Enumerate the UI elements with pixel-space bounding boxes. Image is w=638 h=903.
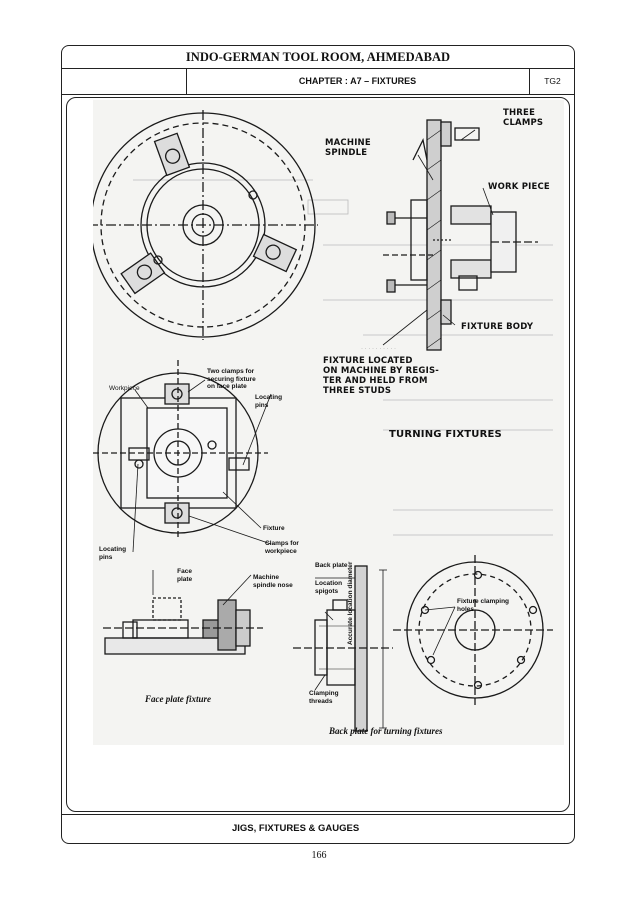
three-clamps-label: THREE CLAMPS <box>503 108 544 128</box>
locating-pins-left-label: Locating pins <box>99 546 127 561</box>
accurate-location-diameter-label: Accurate location diameter <box>347 561 354 645</box>
two-clamps-label: Two clamps for securing fixture on face plate <box>207 368 256 390</box>
back-plate-caption: Back plate for turning fixtures <box>329 726 443 736</box>
header-blank-cell <box>62 68 187 94</box>
work-piece-label: WORK PIECE <box>488 182 550 192</box>
document-code: TG2 <box>529 68 575 94</box>
turning-fixtures-caption: TURNING FIXTURES <box>389 429 502 440</box>
turning-fixture-section <box>383 120 538 350</box>
locating-pins-right-label: Locating pins <box>255 394 283 409</box>
institute-title: INDO-GERMAN TOOL ROOM, AHMEDABAD <box>62 46 574 69</box>
fixture-clamping-holes-label: Fixture clamping holes <box>457 598 510 613</box>
page-number: 166 <box>311 850 327 861</box>
location-spigots-label: Location spigots <box>315 580 343 595</box>
face-plate-label: Face plate <box>177 568 193 583</box>
machine-spindle-nose-label: Machine spindle nose <box>253 574 293 589</box>
clamping-threads-label: Clamping threads <box>309 690 339 705</box>
fixture-located-label: FIXTURE LOCATED ON MACHINE BY REGIS- TER AND HELD FROM THREE STUDS <box>323 356 439 396</box>
face-plate-fixture-caption: Face plate fixture <box>145 694 211 704</box>
machine-spindle-label: MACHINE SPINDLE <box>325 138 371 158</box>
fixture-label: Fixture <box>263 525 285 532</box>
subject-title: JIGS, FIXTURES & GAUGES <box>232 823 360 834</box>
backplate-front-view <box>393 555 553 705</box>
clamps-for-workpiece-label: Clamps for workpiece <box>265 540 299 555</box>
fixture-drawing-scan <box>93 100 564 745</box>
fixture-drawings-svg <box>93 100 564 745</box>
back-plate-label: Back plate <box>315 562 348 569</box>
backplate-section <box>293 566 393 731</box>
faceplate-top-view <box>93 110 318 340</box>
faded-text: · · · · · · · · · · <box>361 346 396 352</box>
workpiece-label: Workpiece <box>109 385 140 392</box>
fixture-body-label: FIXTURE BODY <box>461 322 534 332</box>
page-footer <box>61 814 575 844</box>
chapter-title: CHAPTER : A7 – FIXTURES <box>298 76 417 86</box>
page-header <box>61 45 575 95</box>
